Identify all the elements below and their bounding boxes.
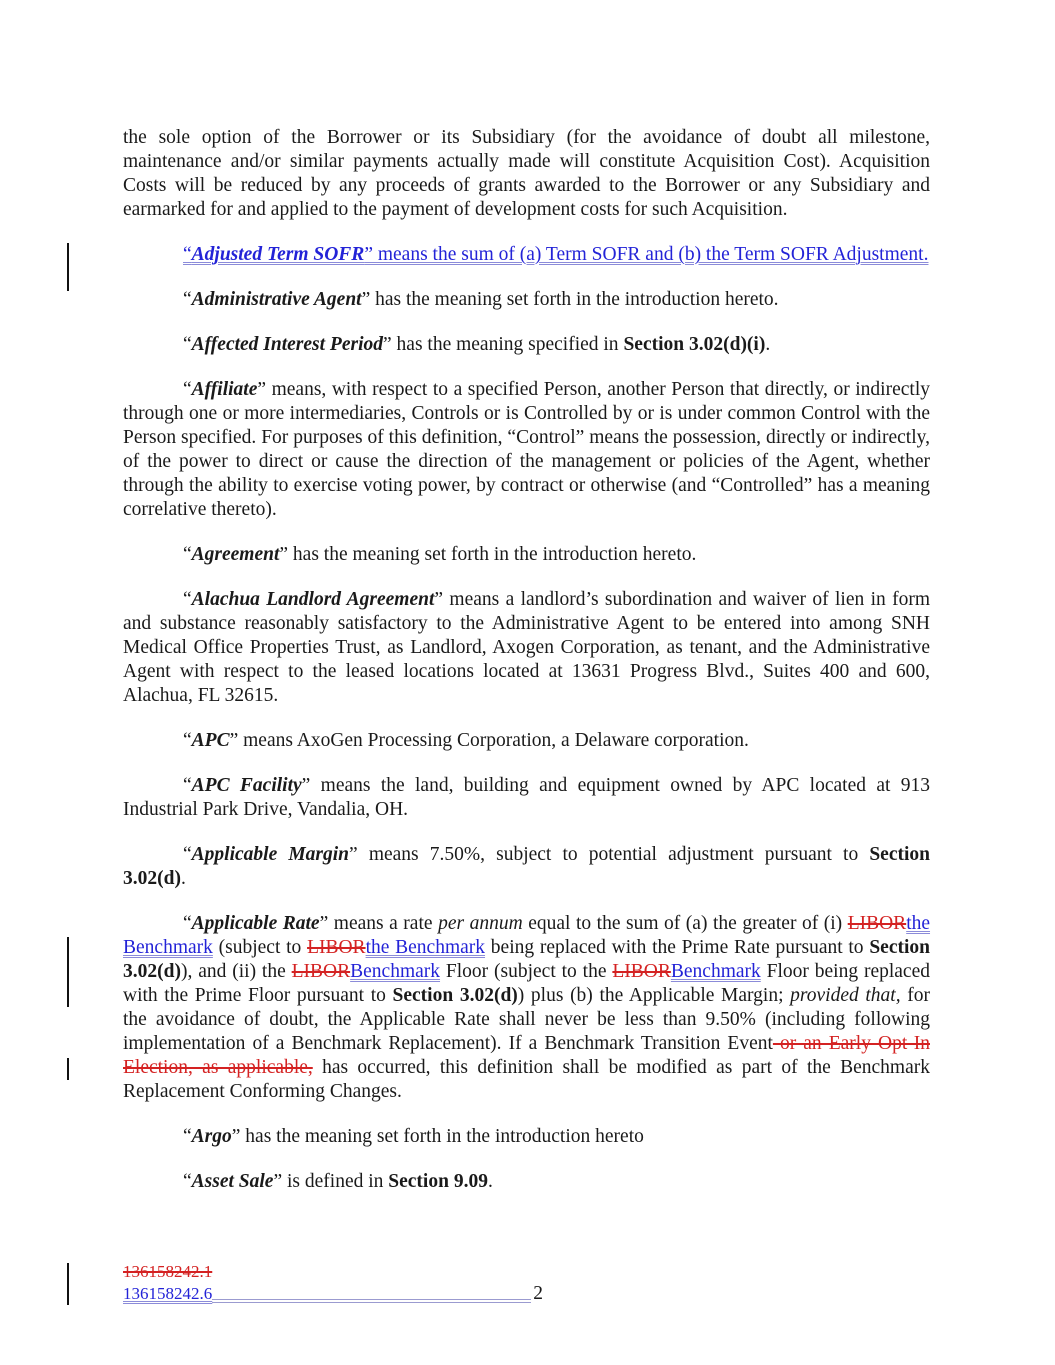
text-run: . [180,868,186,889]
inserted-text: the Benchmark [123,913,931,958]
definition-asset-sale [123,1170,930,1194]
text-run: ” means, with respect to a specified Person, another Person that directly, or indirectly through one or more intermediaries, Controls or is Controlled by or is under common Control with the Person specified. For purposes of this definition, “Control” means the possession, directly or indirectly, of the power to direct or cause the direction of the management or policies of the Agent, whether through the ability to exercise voting power, by contract or otherwise (and “Controlled” has a meaning correlative thereto). [123,379,930,520]
deleted-text: LIBOR [847,913,907,934]
text-run: Asset Sale [191,1171,274,1192]
text-run: has occurred, this definition shall be modified as part of the Benchmark Replacement Conforming Changes. [123,1057,930,1102]
text-run: “ [183,544,192,565]
footer-deleted-doc-id: 136158242.1 [123,1262,213,1281]
text-run: Section 3.02(d) [123,844,930,889]
definition-administrative-agent [123,288,930,312]
text-run: “ [183,379,192,400]
text-run: Floor being replaced with the Prime Floor pursuant to [123,961,930,1006]
text-run: Administrative Agent [191,289,362,310]
deleted-text: LIBOR [307,937,366,958]
text-run: ” has the meaning set forth in the introduction hereto [231,1126,644,1147]
inserted-text: the Benchmark [365,937,486,958]
change-bar [67,1263,69,1305]
definition-affiliate [123,378,930,522]
definition-agreement [123,543,930,567]
text-run: Section 3.02(d) [392,985,518,1006]
text-run: . [765,334,771,355]
definition-applicable-rate [123,912,930,1104]
inserted-text: “ [183,244,192,265]
text-run: Affected Interest Period [191,334,384,355]
deleted-text: or an Early Opt-In Election, as applicable, [123,1033,930,1078]
text-run: “ [183,1126,192,1147]
text-run: “ [183,334,192,355]
text-run: the sole option of the Borrower or its Subsidiary (for the avoidance of doubt all milestone, maintenance and/or similar payments actually made will constitute Acquisition Cost). Acquisition Costs will be reduced by any proceeds of grants awarded to the Borrower or any Subsidiary and earmarked for and applied to the payment of development costs for such Acquisition. [123,127,930,220]
footer-line-deleted [123,1261,543,1283]
text-run: ) plus (b) the Applicable Margin; [517,985,791,1006]
text-run: ” means a landlord’s subordination and waiver of lien in form and substance reasonably satisfactory to the Administrative Agent to be entered into among SNH Medical Office Properties Trust, as Landlord, Axogen Corporation, as tenant, and the Administrative Agent with respect to the leased locations located at 13631 Progress Blvd., Suites 400 and 600, Alachua, FL 32615. [123,589,930,706]
text-run: “ [183,844,192,865]
text-run: ” has the meaning specified in [383,334,624,355]
paragraph-acquisition-cost-continued [123,126,930,222]
definition-apc [123,729,930,753]
text-run: (subject to [212,937,308,958]
text-run: ” is defined in [273,1171,389,1192]
change-bar [67,937,69,1007]
text-run: for the avoidance of doubt, the Applicable Rate shall never be less than 9.50% (including following implementation of a Benchmark Replacement). If a Benchmark Transition Event [123,985,930,1054]
definition-affected-interest-period [123,333,930,357]
inserted-text: Benchmark [350,961,441,982]
text-run: Agreement [191,544,280,565]
text-run: Alachua Landlord Agreement [191,589,435,610]
change-bar [67,243,69,291]
text-run: equal to the sum of (a) the greater of (i) [522,913,848,934]
text-run: Argo [191,1126,232,1147]
definition-argo [123,1125,930,1149]
text-run: Floor (subject to the [440,961,613,982]
text-run: ” has the meaning set forth in the introduction hereto. [279,544,697,565]
change-bar [67,1058,69,1080]
text-run: ” means AxoGen Processing Corporation, a Delaware corporation. [229,730,749,751]
deleted-text: LIBOR [612,961,671,982]
definition-apc-facility [123,774,930,822]
definition-applicable-margin [123,843,930,891]
footer-rule [212,1299,531,1303]
text-run: APC Facility [191,775,302,796]
inserted-text: Adjusted Term SOFR [191,244,365,265]
text-run: “ [183,775,192,796]
text-run: APC [191,730,230,751]
deleted-text: LIBOR [291,961,351,982]
definition-alachua-landlord-agreement [123,588,930,708]
text-run: Section 3.02(d)(i) [623,334,766,355]
text-run: Applicable Rate [191,913,320,934]
text-run: “ [183,1171,192,1192]
text-run: ), and (ii) the [180,961,292,982]
text-run: provided that, [790,985,901,1006]
text-run: Section 9.09 [388,1171,488,1192]
text-run: ” has the meaning set forth in the introduction hereto. [361,289,779,310]
text-run: “ [183,730,192,751]
text-run: “ [183,913,192,934]
text-run: ” means 7.50%, subject to potential adjustment pursuant to [349,844,870,865]
text-run: per annum [438,913,523,934]
definition-adjusted-term-sofr [123,243,930,267]
text-run: Applicable Margin [191,844,350,865]
page-footer [123,1261,543,1305]
text-run: Section 3.02(d) [123,937,930,982]
text-run: Affiliate [191,379,258,400]
text-run: “ [183,289,192,310]
text-run: ” means a rate [319,913,439,934]
text-run: being replaced with the Prime Rate pursuant to [485,937,870,958]
inserted-text: ” means the sum of (a) Term SOFR and (b) the Term SOFR Adjustment. [364,244,929,265]
document-body [123,126,930,1215]
text-run: ” means the land, building and equipment owned by APC located at 913 Industrial Park Drive, Vandalia, OH. [123,775,930,820]
footer-line-current [123,1283,543,1305]
footer-current-doc-id: 136158242.6 [123,1284,213,1303]
inserted-text: Benchmark [670,961,761,982]
text-run: “ [183,589,192,610]
text-run: . [487,1171,493,1192]
page-number: 2 [533,1283,543,1304]
